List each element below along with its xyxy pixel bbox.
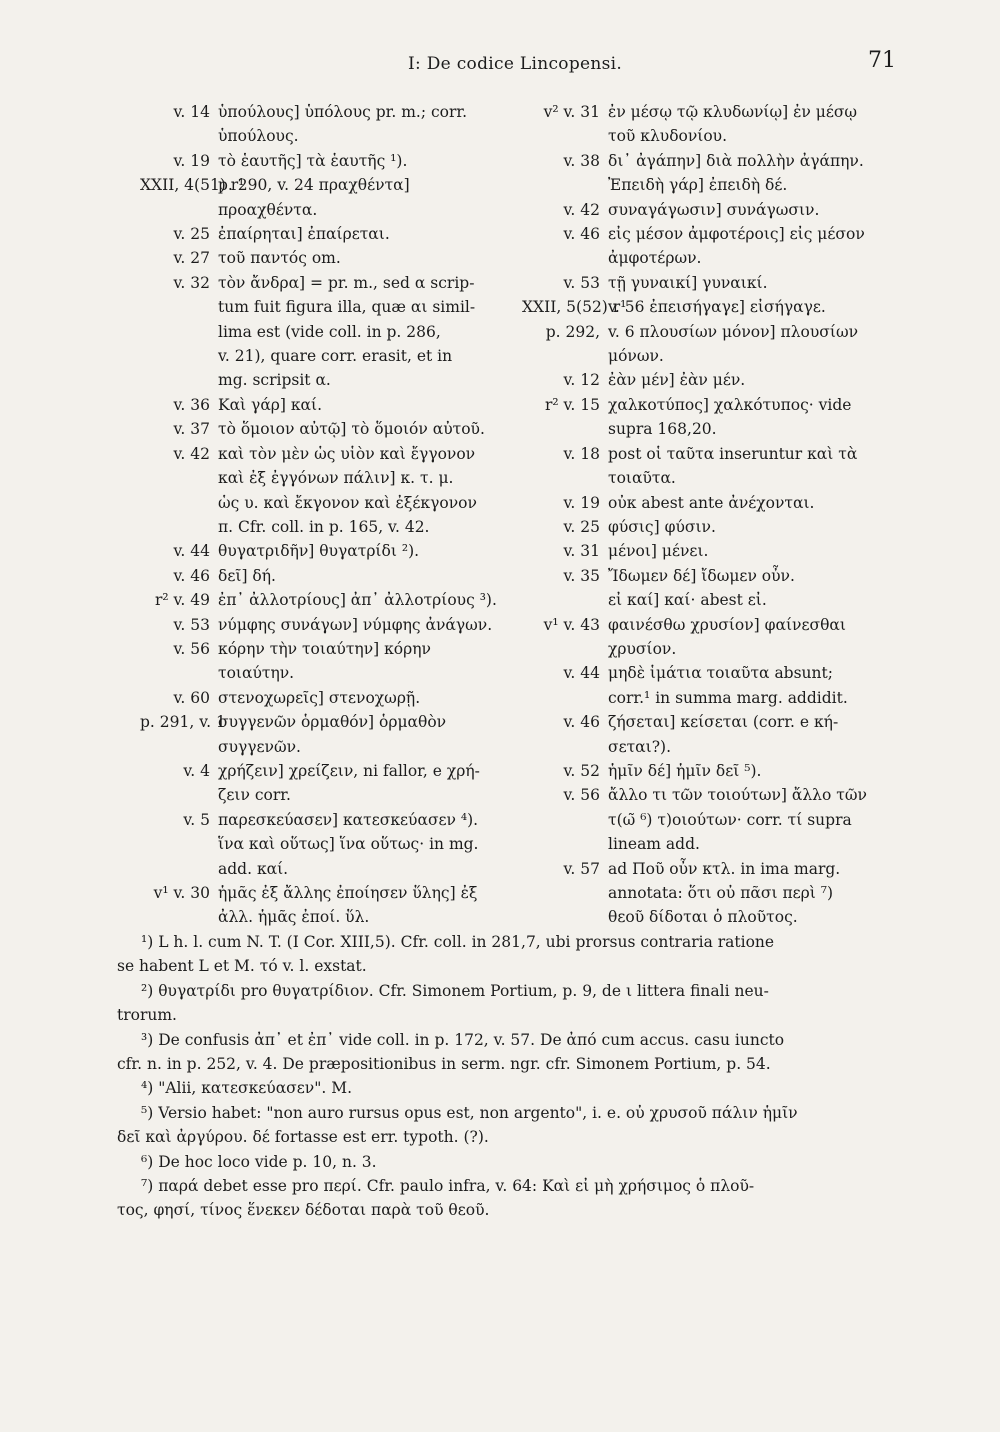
- apparatus-entry: [140, 417, 510, 441]
- text-line: supra 168,20.: [608, 420, 717, 439]
- entry-text: [600, 198, 904, 222]
- footnote-line: trorum.: [117, 1006, 177, 1025]
- entry-text: [600, 320, 904, 369]
- page-header: [0, 48, 1000, 88]
- entry-text: [210, 564, 510, 588]
- verse-reference: v. 37: [173, 420, 210, 439]
- apparatus-entry: [140, 881, 510, 930]
- text-line: lima est (vide coll. in p. 286,: [218, 322, 441, 341]
- verse-reference: v. 57: [563, 859, 600, 878]
- entry-text: [210, 539, 510, 563]
- footnote: [117, 1101, 917, 1150]
- footnote-line: ¹) L h. l. cum N. T. (I Cor. XIII,5). Cfr. coll. in 281,7, ubi prorsus contraria ratione: [141, 933, 775, 951]
- verse-reference: v. 46: [173, 566, 210, 585]
- text-line: ὑπούλους] ὑπόλους pr. m.; corr.: [218, 103, 468, 121]
- text-line: ἄλλο τι τῶν τοιούτων] ἄλλο τῶν: [608, 786, 867, 805]
- text-line: post οἱ ταῦτα inseruntur καὶ τὰ: [608, 444, 858, 463]
- text-line: ὡς υ. καὶ ἔκγονον καὶ ἐξέκγονον: [218, 493, 477, 512]
- entry-text: [210, 588, 510, 612]
- footnote-line: ⁴) "Alii, κατεσκεύασεν". M.: [141, 1079, 352, 1098]
- apparatus-entry: [140, 393, 510, 417]
- verse-reference: r² v. 49: [154, 591, 210, 610]
- text-line: Ἐπειδὴ γάρ] ἐπειδὴ δέ.: [608, 176, 788, 195]
- entry-text: [210, 686, 510, 710]
- verse-reference: v. 52: [563, 761, 600, 780]
- verse-reference: v. 56: [173, 639, 210, 658]
- text-line: Καὶ γάρ] καί.: [218, 395, 323, 414]
- footnote: [117, 1028, 917, 1077]
- verse-reference: v¹ v. 30: [153, 884, 210, 902]
- apparatus-entry: [140, 246, 510, 270]
- entry-text: [210, 100, 510, 149]
- text-line: φαινέσθω χρυσίον] φαίνεσθαι: [608, 615, 846, 634]
- verse-reference: v. 19: [563, 493, 600, 512]
- apparatus-entry: [522, 515, 904, 539]
- apparatus-entry: [140, 808, 510, 881]
- apparatus-entry: [140, 442, 510, 540]
- apparatus-entry: [522, 198, 904, 222]
- text-line: v. 56 ἐπεισήγαγε] εἰσήγαγε.: [608, 298, 826, 317]
- verse-reference: p. 292,: [545, 322, 600, 341]
- text-line: lineam add.: [608, 835, 700, 854]
- verse-reference: v. 38: [563, 151, 600, 170]
- verse-reference: v. 44: [563, 664, 600, 683]
- entry-text: [600, 442, 904, 491]
- text-line: χρήζειν] χρείζειν, ni fallor, e χρή-: [218, 761, 480, 780]
- apparatus-entry: [522, 100, 904, 149]
- verse-reference: v. 14: [173, 103, 210, 121]
- apparatus-entry: [522, 539, 904, 563]
- verse-reference: v. 5: [183, 810, 210, 829]
- text-line: χαλκοτύπος] χαλκότυπος· vide: [608, 395, 852, 414]
- apparatus-entry: [522, 783, 904, 856]
- entry-text: [600, 295, 904, 319]
- text-line: v. 6 πλουσίων μόνον] πλουσίων: [608, 322, 859, 341]
- text-line: εἰς μέσον ἀμφοτέροις] εἰς μέσον: [608, 225, 865, 244]
- text-line: π. Cfr. coll. in p. 165, v. 42.: [218, 517, 430, 536]
- entry-text: [600, 783, 904, 856]
- apparatus-entry: [522, 564, 904, 613]
- entry-text: [210, 613, 510, 637]
- text-line: τοῦ παντός om.: [218, 249, 341, 268]
- verse-reference: v. 44: [173, 542, 210, 561]
- text-line: θεοῦ δίδοται ὁ πλοῦτος.: [608, 908, 798, 927]
- verse-reference: v. 27: [173, 249, 210, 268]
- verse-reference: v. 19: [173, 151, 210, 170]
- entry-text: [210, 881, 510, 930]
- entry-text: [210, 710, 510, 759]
- footnotes: [117, 930, 917, 1223]
- verse-reference: v. 18: [563, 444, 600, 463]
- verse-reference: v. 53: [563, 273, 600, 292]
- apparatus-entry: [522, 491, 904, 515]
- apparatus-entry: [140, 222, 510, 246]
- entry-text: [210, 393, 510, 417]
- entry-text: [600, 368, 904, 392]
- running-title: I: De codice Lincopensi.: [408, 54, 623, 74]
- entry-text: [600, 393, 904, 442]
- apparatus-entry: [522, 149, 904, 173]
- text-line: χρυσίον.: [608, 639, 677, 658]
- text-line: σεται?).: [608, 737, 672, 756]
- verse-reference: [522, 173, 600, 197]
- text-line: τοιαῦτα.: [608, 469, 676, 488]
- apparatus-entry: [140, 686, 510, 710]
- footnote: [117, 930, 917, 979]
- text-line: ἡμῖν δέ] ἡμῖν δεῖ ⁵).: [608, 761, 762, 780]
- text-line: θυγατριδῆν] θυγατρίδι ²).: [218, 542, 420, 561]
- entry-text: [600, 759, 904, 783]
- text-line: ἐὰν μέν] ἐὰν μέν.: [608, 371, 746, 390]
- verse-reference: v. 42: [173, 444, 210, 463]
- text-line: corr.¹ in summa marg. addidit.: [608, 688, 848, 707]
- text-line: μένοι] μένει.: [608, 542, 709, 561]
- text-line: τ(ω̃ ⁶) τ)οιούτων· corr. τί supra: [608, 810, 852, 829]
- footnote: [117, 979, 917, 1028]
- verse-reference: v. 4: [183, 761, 210, 780]
- text-line: ἵνα καὶ οὕτως] ἵνα οὕτως· in mg.: [218, 835, 479, 854]
- entry-text: [600, 491, 904, 515]
- text-line: ἐν μέσῳ τῷ κλυδωνίῳ] ἐν μέσῳ: [608, 103, 858, 121]
- text-line: ἐπ᾽ ἀλλοτρίους] ἀπ᾽ ἀλλοτρίους ³).: [218, 591, 497, 610]
- apparatus-entry: [522, 393, 904, 442]
- footnote-line: se habent L et M. τό v. l. exstat.: [117, 957, 367, 976]
- text-line: τῇ γυναικί] γυναικί.: [608, 273, 768, 292]
- text-line: ζήσεται] κείσεται (corr. e κή-: [608, 713, 839, 732]
- verse-reference: v. 35: [563, 566, 600, 585]
- verse-reference: v. 31: [563, 542, 600, 561]
- entry-text: [210, 271, 510, 393]
- apparatus-entry: [140, 173, 510, 222]
- apparatus-entry: [522, 295, 904, 319]
- verse-reference: v. 25: [563, 517, 600, 536]
- text-line: οὐκ abest ante ἀνέχονται.: [608, 493, 815, 512]
- text-line: ἀμφοτέρων.: [608, 249, 702, 268]
- apparatus-entry: [522, 222, 904, 271]
- apparatus-entry: [140, 271, 510, 393]
- verse-reference: XXII, 5(52) r¹: [522, 298, 627, 317]
- text-line: καὶ ἐξ ἐγγόνων πάλιν] κ. τ. μ.: [218, 469, 454, 488]
- entry-text: [600, 710, 904, 759]
- apparatus-entry: [522, 661, 904, 710]
- footnote-line: ⁵) Versio habet: "non auro rursus opus est, non argento", i. e. οὐ χρυσοῦ πάλιν ἡμῖν: [141, 1103, 798, 1122]
- text-line: εἰ καί] καί· abest εἰ.: [608, 591, 767, 610]
- entry-text: [600, 173, 904, 197]
- footnote-line: ³) De confusis ἀπ᾽ et ἐπ᾽ vide coll. in p. 172, v. 57. De ἀπό cum accus. casu iuncto: [141, 1030, 785, 1049]
- apparatus-entry: [140, 637, 510, 686]
- entry-text: [600, 613, 904, 662]
- text-line: ζειν corr.: [218, 786, 291, 805]
- verse-reference: v. 46: [563, 713, 600, 732]
- verse-reference: r² v. 15: [544, 395, 600, 414]
- verse-reference: v¹ v. 43: [543, 615, 600, 634]
- text-line: φύσις] φύσιν.: [608, 517, 716, 536]
- text-line: annotata: ὅτι οὐ πᾶσι περὶ ⁷): [608, 884, 834, 902]
- entry-text: [210, 246, 510, 270]
- verse-reference: v. 12: [563, 371, 600, 390]
- apparatus-entry: [140, 100, 510, 149]
- text-line: ἡμᾶς ἐξ ἄλλης ἐποίησεν ὕλης] ἐξ: [218, 884, 478, 902]
- text-line: ad Ποῦ οὖν κτλ. in ima marg.: [608, 859, 841, 878]
- text-line: συγγενῶν.: [218, 737, 301, 756]
- footnote-line: δεῖ καὶ ἀργύρου. δέ fortasse est err. typoth. (?).: [117, 1128, 489, 1147]
- apparatus-entry: [522, 710, 904, 759]
- entry-text: [600, 149, 904, 173]
- apparatus-entry: [140, 539, 510, 563]
- apparatus-entry: [522, 368, 904, 392]
- verse-reference: v. 32: [173, 273, 210, 292]
- apparatus-entry: [140, 613, 510, 637]
- verse-reference: v. 60: [173, 688, 210, 707]
- text-line: ὑπούλους.: [218, 127, 299, 146]
- verse-reference: v. 36: [173, 395, 210, 414]
- text-line: ἀλλ. ἡμᾶς ἐποί. ὕλ.: [218, 908, 370, 927]
- entry-text: [210, 417, 510, 441]
- footnote-line: τος, φησί, τίνος ἕνεκεν δέδοται παρὰ τοῦ θεοῦ.: [117, 1201, 490, 1220]
- entry-text: [600, 661, 904, 710]
- text-line: παρεσκεύασεν] κατεσκεύασεν ⁴).: [218, 810, 479, 829]
- text-line: στενοχωρεῖς] στενοχωρῇ.: [218, 688, 421, 707]
- text-line: v. 21), quare corr. erasit, et in: [218, 347, 453, 366]
- text-line: τὸν ἄνδρα] = pr. m., sed α scrip-: [218, 273, 475, 292]
- text-line: tum fuit figura illa, quæ αι simil-: [218, 298, 476, 317]
- text-line: δεῖ] δή.: [218, 566, 276, 585]
- text-line: τὸ ἑαυτῆς] τὰ ἑαυτῆς ¹).: [218, 151, 408, 170]
- entry-text: [600, 564, 904, 613]
- text-line: p. 290, v. 24 πραχθέντα]: [218, 176, 410, 195]
- apparatus-entry: [522, 271, 904, 295]
- text-line: add. καί.: [218, 859, 289, 878]
- apparatus-entry: [140, 564, 510, 588]
- verse-reference: v² v. 31: [543, 103, 600, 121]
- footnote-line: ⁶) De hoc loco vide p. 10, n. 3.: [141, 1152, 377, 1171]
- text-line: νύμφης συνάγων] νύμφης ἀνάγων.: [218, 615, 493, 634]
- entry-text: [210, 808, 510, 881]
- verse-reference: p. 291, v. 1: [140, 713, 226, 732]
- footnote: [117, 1174, 917, 1223]
- apparatus-entry: [522, 613, 904, 662]
- entry-text: [600, 857, 904, 930]
- text-line: τοιαύτην.: [218, 664, 295, 683]
- entry-text: [600, 271, 904, 295]
- entry-text: [210, 222, 510, 246]
- apparatus-entry: [522, 442, 904, 491]
- entry-text: [600, 515, 904, 539]
- text-line: Ἴδωμεν δέ] ἴδωμεν οὖν.: [608, 566, 795, 585]
- footnote: [117, 1150, 917, 1174]
- text-line: τὸ ὅμοιον αὐτῷ] τὸ ὅμοιόν αὐτοῦ.: [218, 420, 485, 439]
- text-line: μόνων.: [608, 347, 664, 366]
- verse-reference: v. 46: [563, 225, 600, 244]
- text-line: προαχθέντα.: [218, 200, 318, 219]
- footnote: [117, 1076, 917, 1100]
- entry-text: [600, 539, 904, 563]
- apparatus-entry: [140, 759, 510, 808]
- entry-text: [210, 149, 510, 173]
- apparatus-entry: [522, 173, 904, 197]
- text-line: καὶ τὸν μὲν ὡς υἱὸν καὶ ἔγγονον: [218, 444, 476, 463]
- text-line: κόρην τὴν τοιαύτην] κόρην: [218, 639, 431, 658]
- text-line: δι᾽ ἀγάπην] διὰ πολλὴν ἀγάπην.: [608, 151, 864, 170]
- text-line: ἐπαίρηται] ἐπαίρεται.: [218, 225, 390, 244]
- entry-text: [210, 173, 510, 222]
- text-line: μηδὲ ἱμάτια τοιαῦτα absunt;: [608, 664, 833, 683]
- entry-text: [210, 442, 510, 540]
- left-column: [140, 100, 510, 930]
- verse-reference: v. 53: [173, 615, 210, 634]
- right-column: [522, 100, 904, 930]
- apparatus-entry: [522, 857, 904, 930]
- text-line: συναγάγωσιν] συνάγωσιν.: [608, 200, 820, 219]
- apparatus-entry: [140, 149, 510, 173]
- text-line: τοῦ κλυδονίου.: [608, 127, 728, 146]
- verse-reference: v. 42: [563, 200, 600, 219]
- apparatus-entry: [522, 320, 904, 369]
- verse-reference: XXII, 4(51) r¹: [140, 176, 245, 195]
- verse-reference: v. 25: [173, 225, 210, 244]
- entry-text: [600, 222, 904, 271]
- footnote-line: ²) θυγατρίδι pro θυγατρίδιον. Cfr. Simonem Portium, p. 9, de ι littera finali neu-: [141, 981, 769, 1000]
- verse-reference: v. 56: [563, 786, 600, 805]
- text-line: mg. scripsit α.: [218, 371, 331, 390]
- entry-text: [210, 637, 510, 686]
- entry-text: [600, 100, 904, 149]
- apparatus-entry: [522, 759, 904, 783]
- apparatus-entry: [140, 710, 510, 759]
- footnote-line: cfr. n. in p. 252, v. 4. De præpositionibus in serm. ngr. cfr. Simonem Portium, p. 54.: [117, 1055, 771, 1074]
- entry-text: [210, 759, 510, 808]
- footnote-line: ⁷) παρά debet esse pro περί. Cfr. paulo infra, v. 64: Καὶ εἰ μὴ χρήσιμος ὁ πλοῦ-: [141, 1177, 755, 1196]
- apparatus-entry: [140, 588, 510, 612]
- page-number: 71: [868, 48, 896, 73]
- text-line: συγγενῶν ὁρμαθόν] ὁρμαθὸν: [218, 713, 447, 732]
